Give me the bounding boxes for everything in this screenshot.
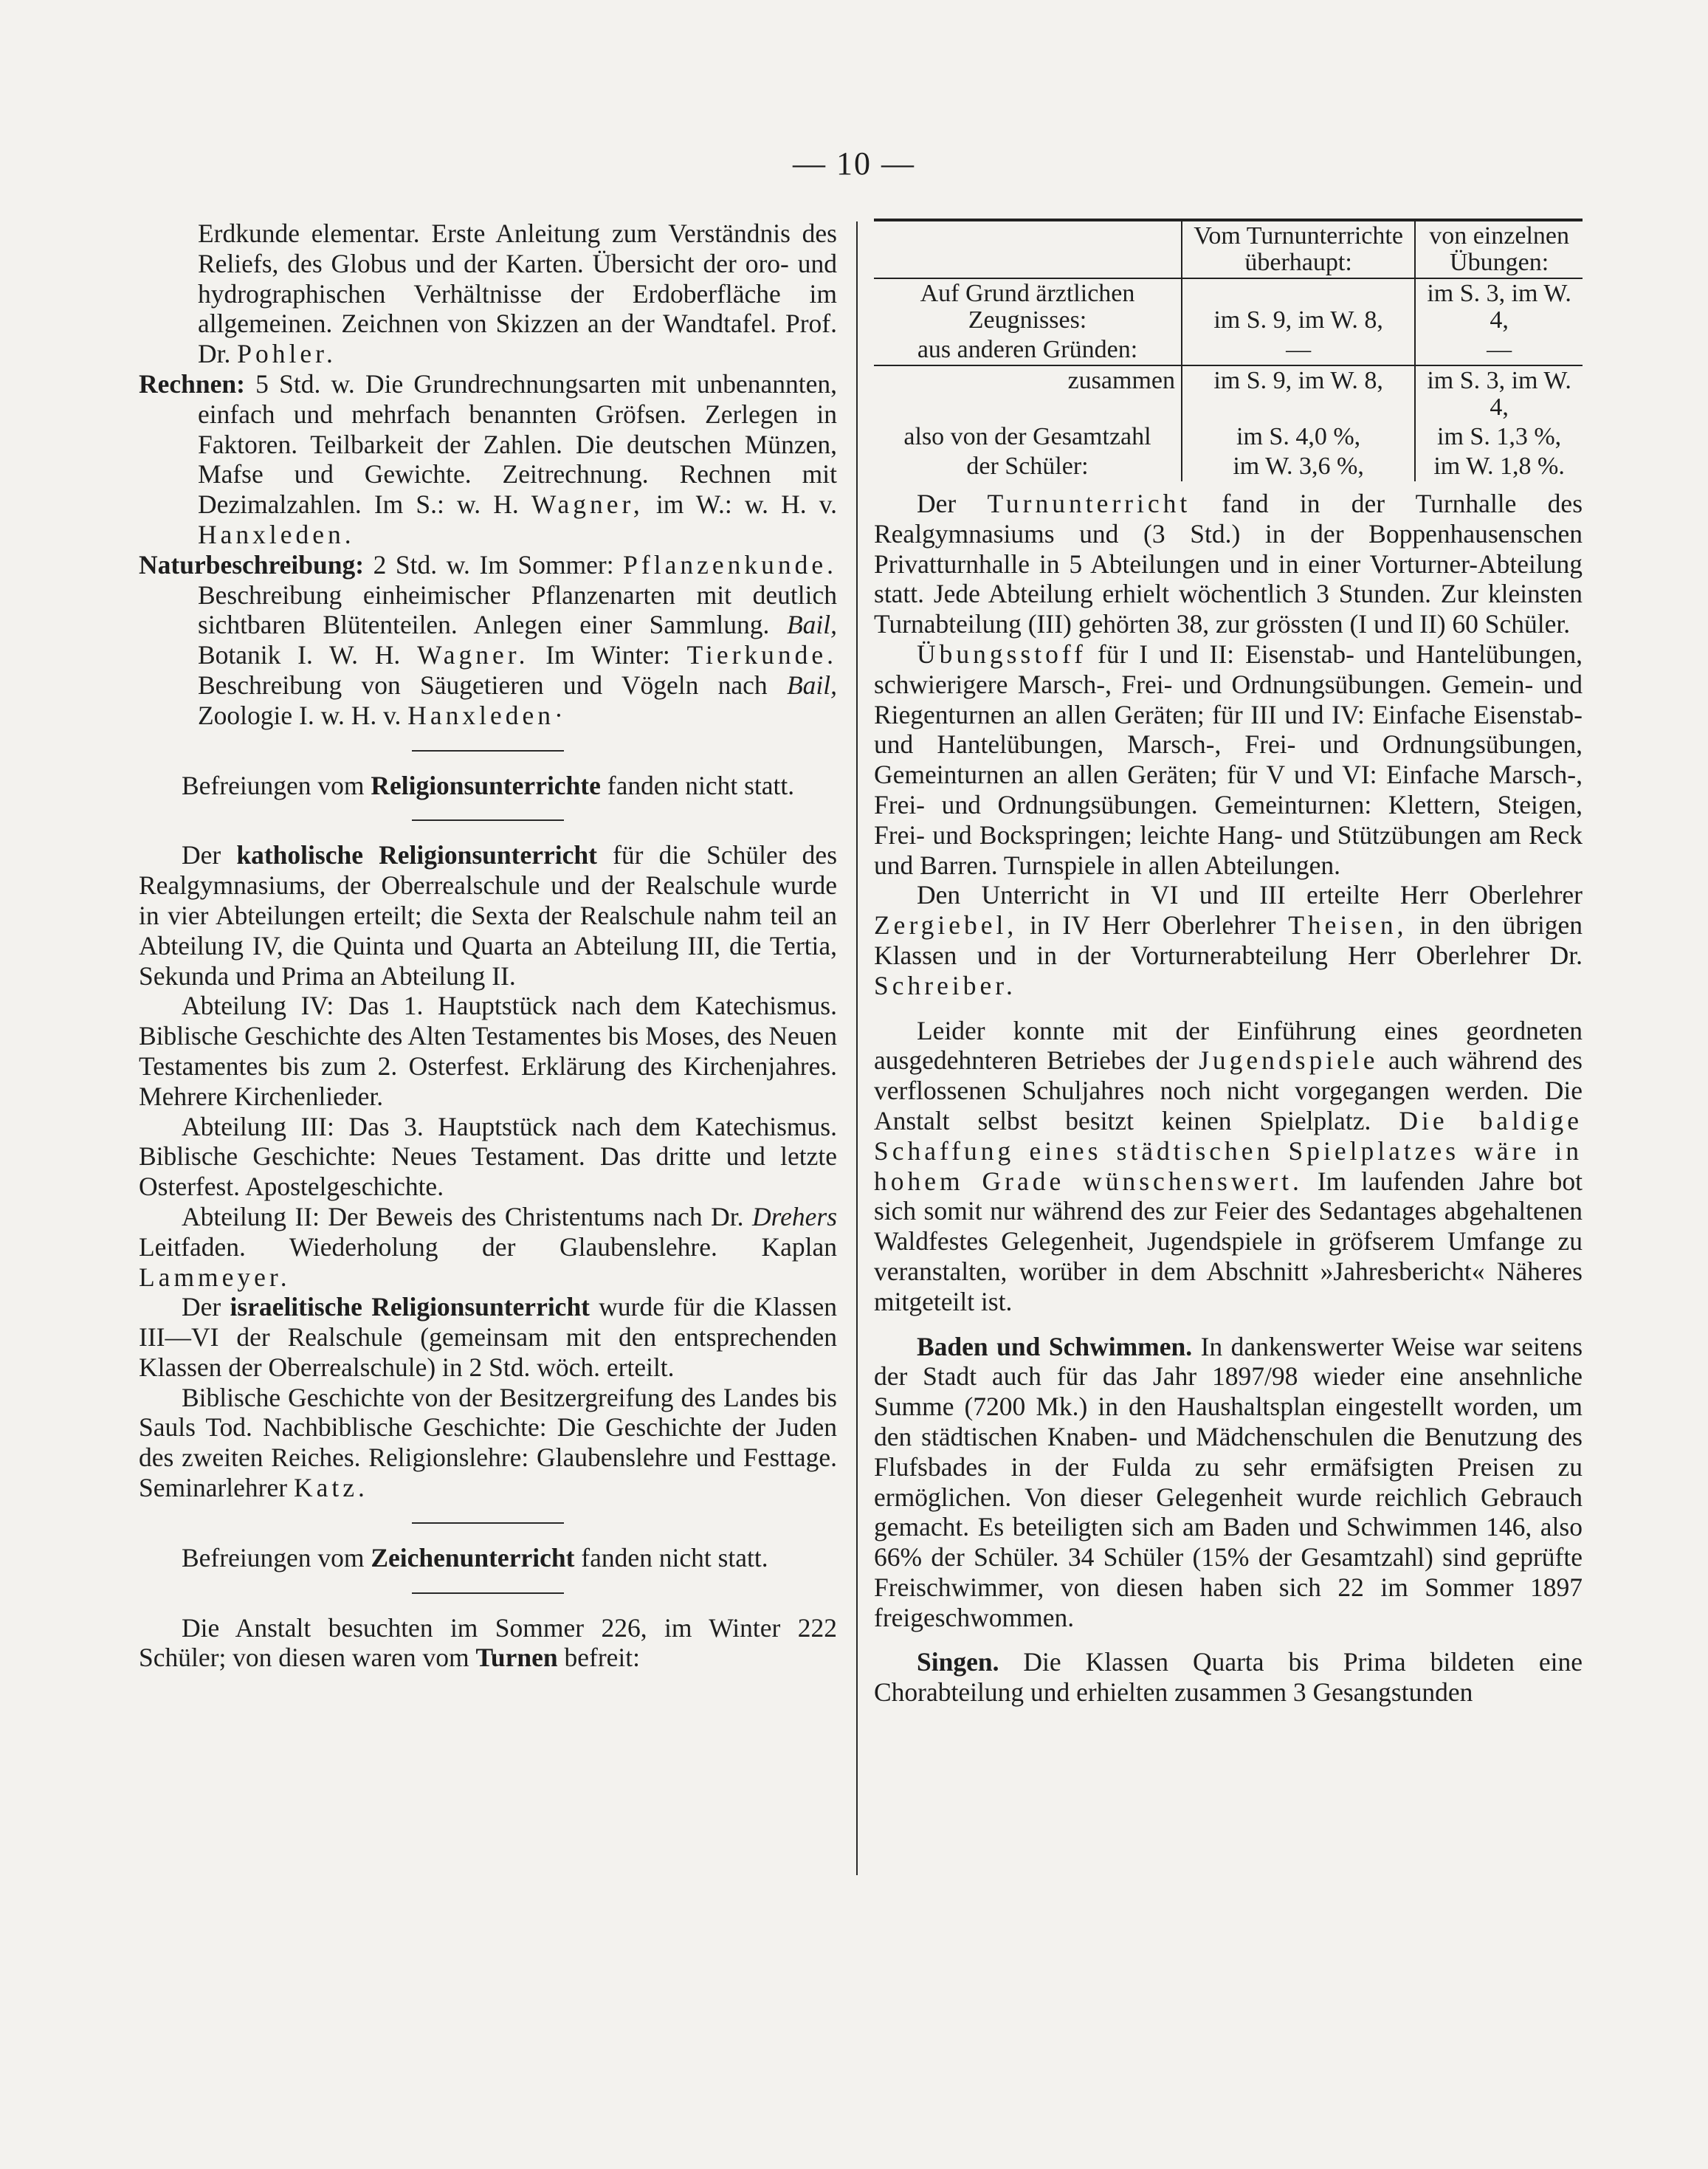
bibl-teacher: Katz. [293,1473,368,1503]
unterricht-c: in den übrigen Klassen und in der Vorturnerabteilung Herr Oberlehrer Dr. [874,910,1583,970]
jugend-heading: Jugendspiele [1199,1045,1379,1076]
abt2-a: Abteilung II: Der Beweis des Christentums nach Dr. [182,1201,744,1231]
bibl-text: Biblische Geschichte von der Besitzergreifung des Landes bis Sauls Tod. Nachbiblische Geschichte: Die Geschichte der Juden des zweiten Reiches. Religionslehre: Glaubenslehre und Festtage. Seminarlehrer [139,1382,837,1503]
singen-text: Die Klassen Quarta bis Prima bildeten eine Chorabteilung und erhielten zusammen 3 Gesangstunden [874,1647,1583,1708]
table-header-row [874,220,1583,278]
befreiung-zeichnen-c: fanden nicht statt. [581,1542,768,1572]
table-row [874,335,1583,365]
befreiung-religion [139,771,837,801]
table-cell: im S. 4,0 %, [1182,422,1415,452]
abt2-teacher: Lammeyer. [139,1262,291,1292]
rechnen-paragraph [139,369,837,550]
rechnen-text: 5 Std. w. Die Grundrechnungsarten mit unbenannten, einfach und mehrfach benannten Gröfsen. Zerlegen in Faktoren. Teilbarkeit der Zahlen. Die deutschen Münzen, Mafse und Gewichte. Zeitrechnung. Rechnen mit Dezimalzahlen. Im S.: w. H. [198,368,837,520]
table-cell: der Schüler: [966,453,1089,480]
turn-a: Der [917,489,957,518]
uebung-heading: Übungsstoff [917,639,1087,669]
abteilung-3: Abteilung III: Das 3. Hauptstück nach dem Katechismus. Biblische Geschichte: Neues Testament. Das dritte und letzte Osterfest. Apostelgeschichte. [139,1111,837,1202]
abteilung-4: Abteilung IV: Das 1. Hauptstück nach dem Katechismus. Biblische Geschichte des Alten Testamentes bis Moses, des Neuen Testamentes bis zum 2. Osterfest. Erklärung des Kirchenjahres. Mehrere Kirchenlieder. [139,991,837,1111]
natur-book-1: Bail, [786,610,837,640]
unterricht-b: in IV Herr Oberlehrer [1030,910,1276,941]
erdkunde-text: Erdkunde elementar. Erste Anleitung zum Verständnis des Reliefs, des Globus und der Karten. Übersicht der oro- und hydrographischen Verhältnisse der Erdoberfläche im allgemeinen. Zeichnen von Skizzen an der Wandtafel. Prof. Dr. [198,219,837,369]
unterricht-a: Den Unterricht in VI und III erteilte Herr Oberlehrer [917,880,1583,910]
table-cell: im W. 3,6 %, [1182,452,1415,481]
turn-text: fand in der Turnhalle des Realgymnasiums und (3 Std.) in der Boppenhausenschen Privatturnhalle in 5 Abteilungen und in einer Vorturner-Abteilung statt. Jede Abteilung erhielt wöchentlich 3 Stunden. Zur kleinsten Turnabteilung (III) gehörten 38, zur grössten (I und II) 60 Schüler. [874,489,1583,639]
baden-heading: Baden und Schwimmen. [917,1331,1193,1361]
natur-d: Botanik I. W. H. [198,640,401,670]
befreiung-zeichnen [139,1543,837,1573]
section-rule [412,750,564,752]
table-cell: im S. 9, im W. 8, [1182,365,1415,422]
left-column [139,219,837,1673]
table-cell: im S. 1,3 %, [1415,422,1583,452]
section-rule [412,1522,564,1524]
page-number: — 10 — [793,145,915,182]
table-cell: im S. 3, im W. 4, [1415,278,1583,335]
natur-pflanzenkunde: Pflanzenkunde. [623,549,838,580]
section-rule [412,1592,564,1594]
table-cell: zusammen [874,365,1182,422]
jugend-a: Leider konnte mit der Einführung eines geordneten ausgedehnteren Betriebes der [874,1015,1583,1076]
unterricht-teacher-2: Theisen, [1288,910,1408,941]
rechnen-mid: im W.: w. H. v. [655,489,838,520]
turnunterricht-paragraph [874,489,1583,639]
isr-heading: israelitische Religionsunterricht [230,1292,590,1322]
abt2-c: Leitfaden. Wiederholung der Glaubenslehre. Kaplan [139,1231,837,1262]
baden-text: In dankenswerter Weise war seitens der Stadt auch für das Jahr 1897/98 wieder eine ansehnliche Summe (7200 Mk.) in den Haushaltsplan eingestellt worden, um den städtischen Knaben- und Mädchenschulen die Benutzung des Flufsbades in der Fulda zu sehr ermäfsigten Preisen zu ermöglichen. Von dieser Gelegenheit wurde reichlich Gebrauch gemacht. Es beteiligten sich am Baden und Schwimmen 146, also 66% der Schüler. 34 Schüler (15% der Gesamtzahl) sind geprüfte Freischwimmer, von diesen haben sich 22 im Sommer 1897 freigeschwommen. [874,1331,1583,1632]
turnen-befreiung-table [874,219,1583,481]
befreiung-zeichnen-b: Zeichenunterricht [371,1542,575,1572]
besuch-turnen: Turnen [475,1643,558,1673]
natur-heading: Naturbeschreibung: [139,549,365,580]
rechnen-heading: Rechnen: [139,368,245,399]
erdkunde-teacher: Pohler. [237,339,337,369]
table-header-gesamt: Vom Turnunterrichte überhaupt: [1182,220,1415,278]
right-column [874,219,1583,1708]
uebung-text: für I und II: Eisenstab- und Hantelübungen, schwierigere Marsch-, Frei- und Ordnungsübungen. Gemein- und Riegenturnen an allen Geräten; für III und IV: Einfache Eisenstab- und Hantelübungen, Marsch-, Frei- und Ordnungsübungen, Gemeinturnen an allen Geräten; für V und VI: Einfache Marsch-, Frei- und Ordnungsübungen. Gemeinturnen: Klettern, Steigen, Frei- und Bockspringen; leichte Hang- und Stützübungen am Reck und Barren. Turnspiele in allen Abteilungen. [874,639,1583,880]
table-cell: im W. 1,8 %. [1415,452,1583,481]
table-row [874,278,1583,335]
erdkunde-paragraph [139,219,837,369]
table-header-empty [874,220,1182,278]
jugend-d: Die baldige Schaffung eines städtischen Spielplatzes wäre in hohem Grade wünschenswert. [874,1105,1583,1196]
rechnen-teacher-2: Hanxleden. [198,519,355,549]
jugend-e: Im laufenden Jahre bot sich somit nur während des zur Feier des Sedantages abgehaltenen Waldfestes Gelegenheit, Jugendspiele in gröfserem Umfange zu veranstalten, worüber in dem Abschnitt »Jahresbericht« Näheres mitgeteilt ist. [874,1166,1583,1316]
table-cell: aus anderen Gründen: [917,336,1138,363]
natur-teacher-1: Wagner. [417,640,529,670]
jugend-c: auch während des verflossenen Schuljahres noch nicht vorgegangen werden. Die Anstalt selbst besitzt keinen Spielplatz. [874,1045,1583,1135]
jugendspiele-paragraph [874,1016,1583,1317]
natur-teacher-2: Hanxleden· [407,700,567,730]
abteilung-2 [139,1202,837,1292]
befreiung-religion-b: Religionsunterrichte [371,770,601,800]
kath-paragraph [139,840,837,991]
natur-paragraph [139,550,837,731]
befreiung-religion-a: Befreiungen vom [182,770,365,800]
table-row [874,365,1583,422]
befreiung-religion-c: fanden nicht statt. [607,770,795,800]
table-cell: also von der Gesamtzahl [903,423,1151,450]
baden-paragraph [874,1332,1583,1633]
table-row [874,452,1583,481]
bibl-paragraph [139,1383,837,1503]
table-cell: im S. 3, im W. 4, [1415,365,1583,422]
uebungsstoff-paragraph [874,639,1583,880]
table-cell: — [1415,335,1583,365]
table-cell: im S. 9, im W. 8, [1182,278,1415,335]
kath-heading: katholische Religionsunterricht [236,840,597,870]
isr-a: Der [182,1292,221,1322]
natur-h: Zoologie I. w. H. v. [198,700,402,730]
section-rule [412,819,564,821]
kath-a: Der [182,840,221,870]
singen-heading: Singen. [917,1647,999,1677]
table-header-einzeln: von einzelnen Übungen: [1415,220,1583,278]
besuch-c: befreit: [564,1643,641,1673]
table-cell: Auf Grund ärztlichen Zeugnisses: [920,280,1135,334]
abt2-author: Drehers [751,1201,838,1231]
unterricht-teacher-3: Schreiber. [874,970,1016,1000]
table-cell: — [1182,335,1415,365]
natur-a: 2 Std. w. Im Sommer: [373,549,614,580]
unterricht-paragraph [874,880,1583,1000]
natur-c: Beschreibung einheimischer Pflanzenarten mit deutlich sichtbaren Blütenteilen. Anlegen einer Sammlung. [198,580,837,640]
singen-paragraph [874,1647,1583,1708]
isr-text: wurde für die Klassen III—VI der Realschule (gemeinsam mit den entsprechenden Klassen der Oberrealschule) in 2 Std. wöch. erteilt. [139,1292,838,1382]
turn-heading: Turnunterricht [987,489,1191,518]
natur-book-2: Bail, [786,670,838,700]
besuch-a: Die Anstalt besuchten im Sommer 226, im Winter 222 Schüler; von diesen waren vom [139,1612,837,1673]
natur-tierkunde: Tierkunde. [686,640,838,670]
kath-text: für die Schüler des Realgymnasiums, der Oberrealschule und der Realschule wurde in vier Abteilungen erteilt; die Sexta der Realschule nahm teil an Abteilung IV, die Quinta und Quarta an Abteilung III, die Tertia, Sekunda und Prima an Abteilung II. [139,840,838,991]
column-divider [856,221,858,1875]
besuch-paragraph [139,1613,837,1674]
rechnen-teacher-1: Wagner, [531,489,644,520]
unterricht-teacher-1: Zergiebel, [874,910,1018,941]
befreiung-zeichnen-a: Befreiungen vom [182,1542,365,1572]
isr-paragraph [139,1292,837,1382]
natur-e: Im Winter: [545,640,670,670]
table-row [874,422,1583,452]
natur-g: Beschreibung von Säugetieren und Vögeln nach [198,670,768,700]
